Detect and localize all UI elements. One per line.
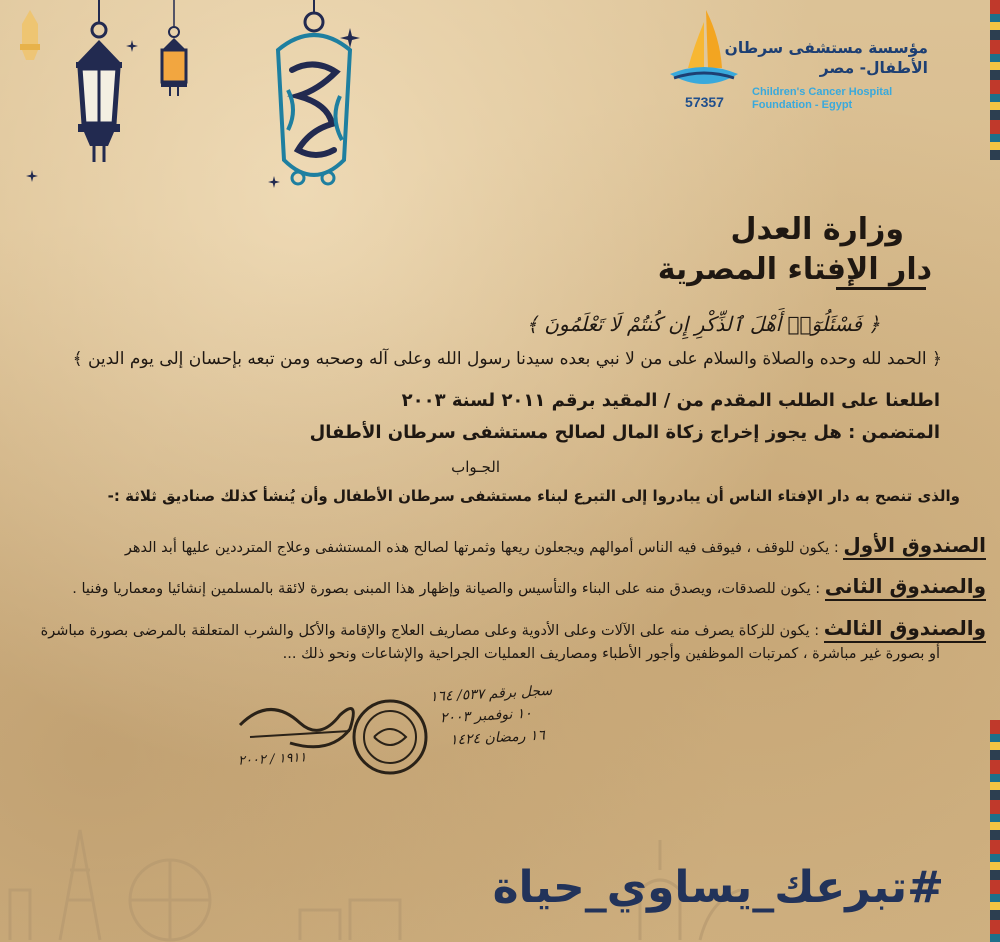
star-icon — [126, 40, 138, 52]
fund-third-continuation: أو بصورة غير مباشرة ، كمرتبات الموظفين وأجور الأطباء ومصاريف العمليات الجراحية والإشاعات ونحو ذلك ... — [282, 646, 940, 662]
fund-title: والصندوق الثالث — [824, 616, 986, 643]
answer-intro: والذى تنصح به دار الإفتاء الناس أن يبادروا إلى التبرع لبناء مستشفى سرطان الأطفال وأن يُنشأ كذلك صناديق ثلاثة :- — [107, 487, 960, 505]
request-subject: المتضمن : هل يجوز إخراج زكاة المال لصالح مستشفى سرطان الأطفال — [309, 422, 940, 443]
fund-text: : يكون للزكاة يصرف منه على الآلات وعلى الأدوية وعلى مصاريف العلاج والإقامة والأكل والشرب المتعلقة بالمرضى بصورة مباشرة — [40, 623, 820, 639]
praise-line: ﴿ الحمد لله وحده والصلاة والسلام على من لا نبي بعده سيدنا رسول الله وعلى آله وصحبه ومن تبعه بإحسان إلى يوم الدين ﴾ — [72, 349, 942, 369]
title-underline — [836, 287, 926, 290]
logo-english-line: Foundation - Egypt — [752, 99, 853, 111]
fund-title: الصندوق الأول — [843, 533, 986, 560]
registration-line: ١٠ نوفمبر ٢٠٠٣ — [439, 705, 533, 727]
foundation-logo — [664, 8, 964, 111]
logo-number: 57357 — [685, 94, 724, 110]
star-icon — [340, 28, 360, 48]
logo-english-name — [752, 86, 942, 112]
logo-arabic-line: الأطفال- مصر — [819, 59, 928, 77]
lantern-icon — [64, 0, 134, 170]
request-reference: اطلعنا على الطلب المقدم من / المقيد برقم ٢٠١١ لسنة ٢٠٠٣ — [401, 390, 940, 411]
logo-arabic-name — [698, 38, 928, 78]
fund-title: والصندوق الثانى — [825, 574, 986, 601]
registration-number: ١٩١١ / ٢٠٠٢ — [237, 750, 307, 769]
logo-arabic-line: مؤسسة مستشفى سرطان — [724, 39, 928, 57]
fund-second — [72, 574, 986, 598]
campaign-hashtag: #تبرعك_يساوي_حياة — [492, 862, 944, 913]
fund-first — [125, 533, 986, 557]
lantern-icon — [154, 0, 194, 100]
answer-heading: الجـواب — [451, 458, 500, 476]
star-icon — [26, 170, 38, 182]
quran-verse: ﴿ فَسْئَلُوٓا۟ أَهْلَ ٱلذِّكْرِ إِن كُنتُمْ لَا تَعْلَمُونَ ﴾ — [526, 312, 880, 336]
ministry-title: وزارة العدل — [730, 212, 904, 247]
dar-al-ifta-title: دار الإفتاء المصرية — [657, 252, 932, 287]
decorative-edge-strip — [990, 0, 1000, 160]
registration-line: ١٦ رمضان ١٤٢٤ — [449, 727, 546, 749]
fund-third — [41, 616, 986, 640]
star-icon — [268, 176, 280, 188]
logo-english-line: Children's Cancer Hospital — [752, 86, 893, 98]
lantern-icon — [8, 6, 52, 66]
fund-text: : يكون للوقف ، فيوقف فيه الناس أموالهم ويجعلون ريعها وثمرتها لصالح هذه المستشفى وعلاج المترددين عليها أبد الدهر — [124, 540, 839, 556]
decorative-edge-strip — [990, 720, 1000, 942]
fund-text: : يكون للصدقات، ويصدق منه على البناء والتأسيس والصيانة وإظهار هذا المبنى بصورة لائقة بالمسلمين إنشائيا ومعماريا وفنيا . — [72, 581, 821, 597]
registration-line: سجل برقم ٥٣٧/ ١٦٤ — [429, 682, 553, 706]
